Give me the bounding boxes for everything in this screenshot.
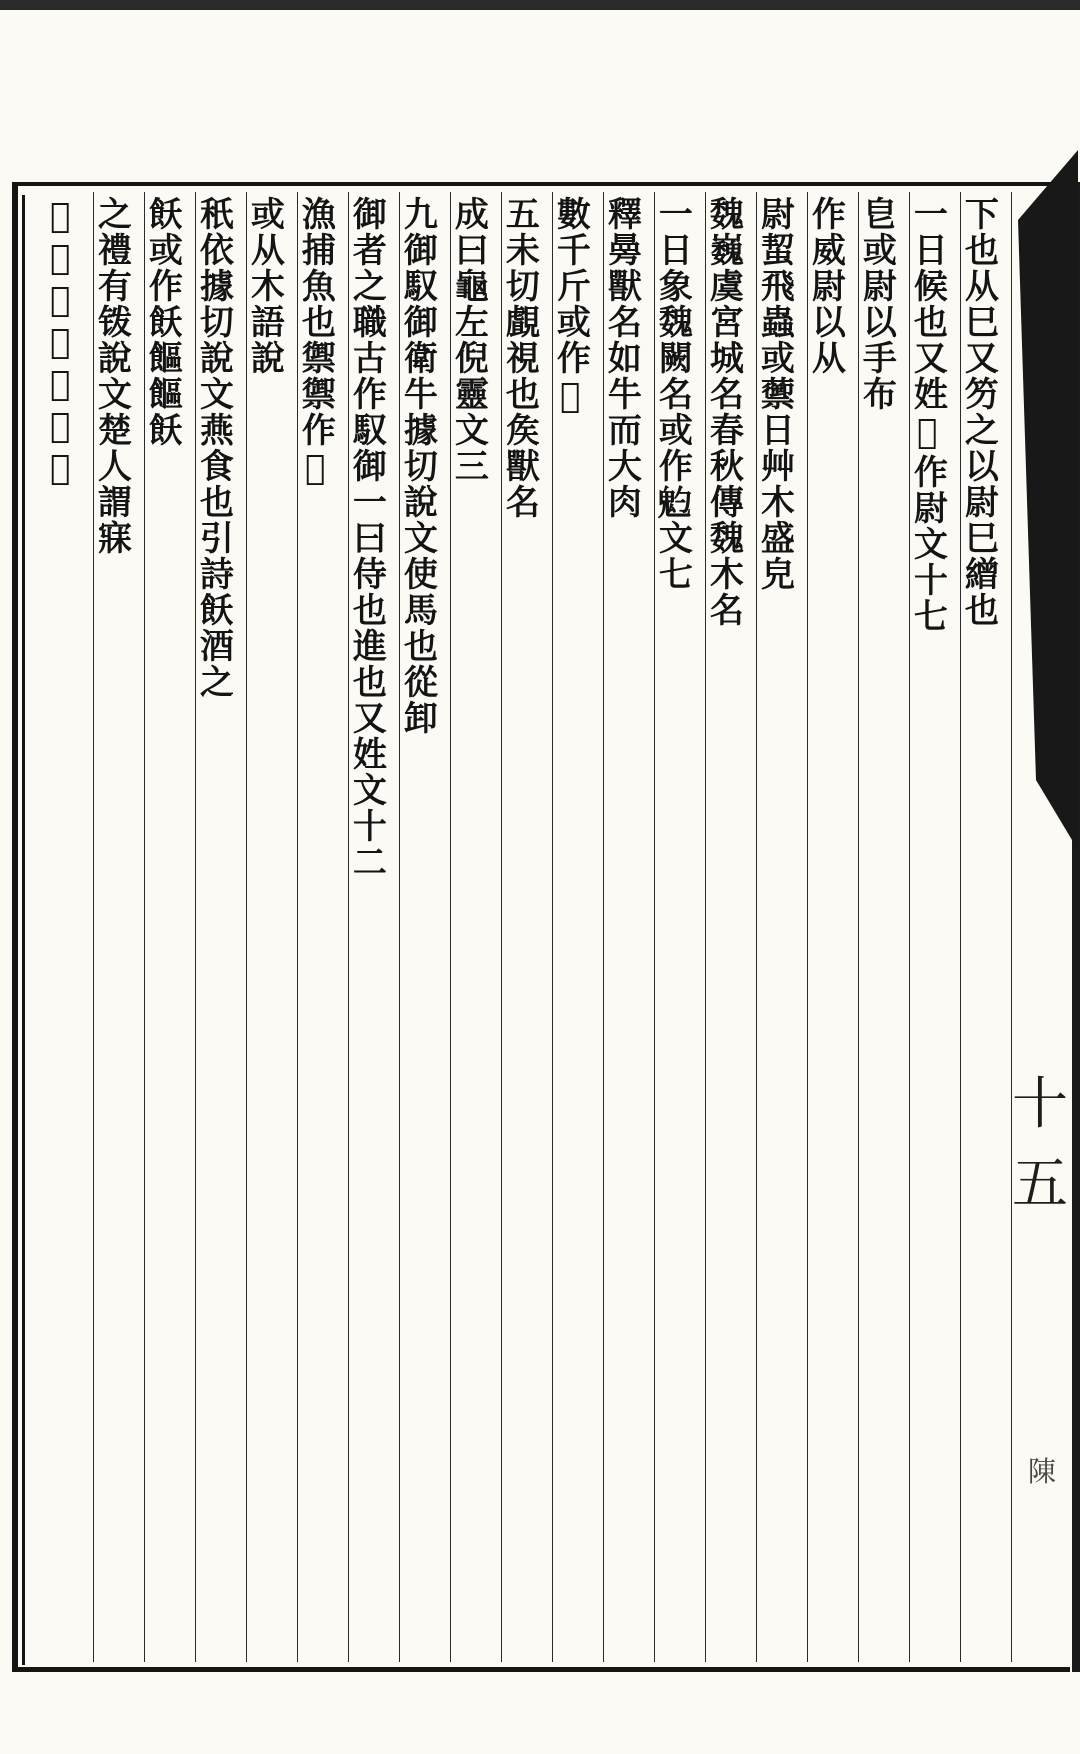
column-text: 一日象魏闕名或作𩲃文七	[652, 196, 693, 592]
column-text: 漁捕魚也禦禦作𩠂	[295, 196, 336, 490]
column-text: 秖依據切說文燕食也引詩飫酒之	[193, 196, 234, 700]
page-top-edge	[0, 0, 1080, 10]
column-text: 魏巍虞宮城名春秋傳魏木名	[703, 196, 744, 628]
column-text: 五未切覰視也矦獸名	[499, 196, 540, 520]
corner-mark: 陳	[1028, 1455, 1057, 1488]
column-text: 數千斤或作𩗀	[550, 196, 591, 418]
column-text: 御者之職古作馭御一曰侍也進也又姓文十二	[346, 196, 387, 880]
column-text: 之禮有䥽說文楚人謂寐	[91, 196, 132, 556]
column-text: 飫或作飫饇饇飫	[142, 196, 183, 448]
column-text: 釋㬅獸名如牛而大肉	[601, 196, 642, 520]
column-text: 或从木語說	[244, 196, 285, 376]
column-text: 下也从巳又䇖之以尉巳繒也	[958, 196, 999, 628]
text-column-19	[26, 192, 94, 1662]
fold-page-number: 十五	[1012, 1072, 1060, 1217]
left-border-rule	[22, 195, 25, 1665]
column-text: 皀或尉以手布	[856, 196, 897, 412]
column-text: 作威尉以从	[805, 196, 846, 376]
column-text: 九御馭御衛牛據切說文使馬也從卸	[397, 196, 438, 736]
column-text: 成曰龜左倪靈文三	[448, 196, 489, 484]
column-text: 一日候也又姓𦊊作尉文十七	[907, 196, 948, 634]
column-text: 尉蛪飛蟲或蘌日艸木盛皃	[754, 196, 795, 592]
column-text: 𢬍禁日䥽或作寤	[40, 196, 81, 490]
